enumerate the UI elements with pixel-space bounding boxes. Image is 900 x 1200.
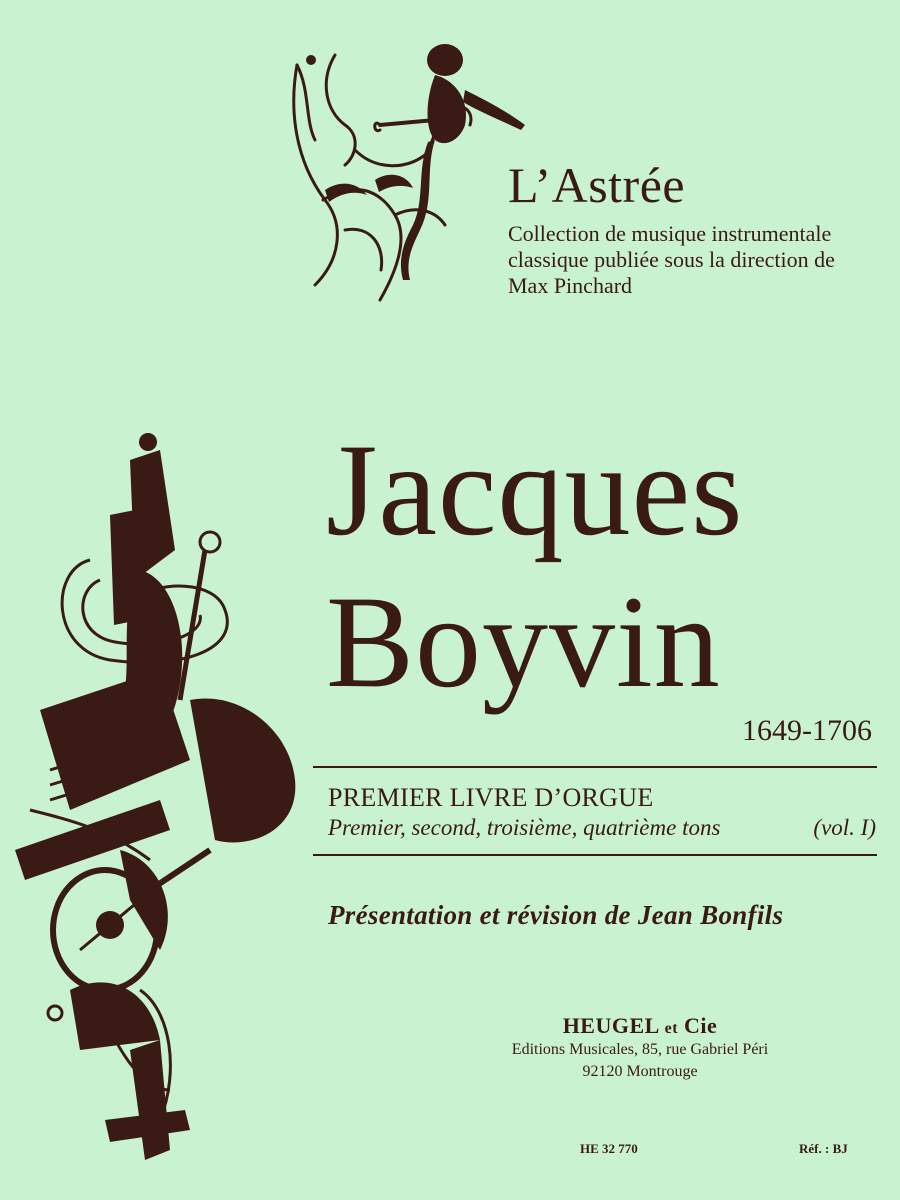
work-subtitle-line	[328, 815, 876, 841]
series-description-line: Collection de musique instrumentale	[508, 221, 832, 246]
composer-last-name: Boyvin	[326, 568, 721, 715]
work-subtitle: Premier, second, troisième, quatrième tons	[328, 815, 721, 840]
composer-dates: 1649-1706	[742, 714, 872, 747]
editor-credit: Présentation et révision de Jean Bonfils	[328, 900, 784, 930]
composer-first-name: Jacques	[326, 416, 744, 563]
cherub-trumpet-emblem-icon	[285, 30, 535, 305]
divider-rule	[313, 766, 877, 768]
divider-rule	[313, 854, 877, 856]
series-description	[508, 221, 888, 299]
series-title: L’Astrée	[508, 157, 686, 213]
publisher-address: Editions Musicales, 85, rue Gabriel Péri	[511, 1041, 769, 1058]
publisher-conjunction: et	[664, 1020, 679, 1037]
publisher-name-line	[420, 1013, 860, 1039]
series-block	[508, 155, 888, 299]
publisher-company-abbrev: Cie	[684, 1013, 718, 1038]
publisher-name: HEUGEL	[562, 1013, 659, 1038]
publisher-city: 92120 Montrouge	[582, 1063, 698, 1080]
reference-code: Réf. : BJ	[799, 1141, 848, 1156]
series-description-line: Max Pinchard	[508, 273, 633, 298]
work-volume: (vol. I)	[813, 815, 876, 840]
catalog-number: HE 32 770	[580, 1141, 638, 1156]
work-title: PREMIER LIVRE D’ORGUE	[328, 783, 654, 812]
publisher-block	[420, 1013, 860, 1083]
musical-instruments-trophy-icon	[10, 430, 310, 1190]
series-description-line: classique publiée sous la direction de	[508, 247, 835, 272]
